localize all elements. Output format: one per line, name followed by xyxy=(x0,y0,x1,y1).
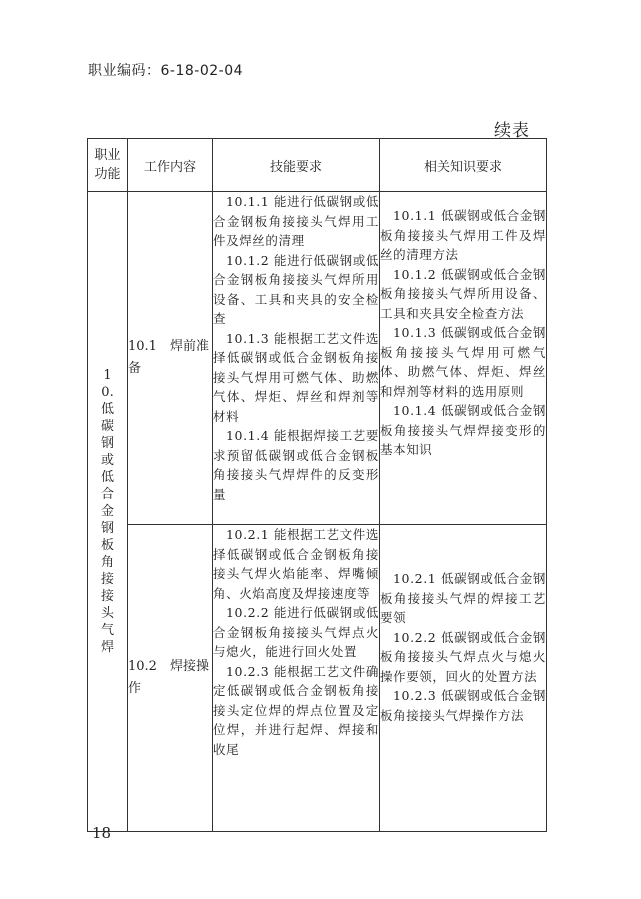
knowledge-item: 10.1.2 低碳钢或低合金钢板角接接头气焊所用设备、工具和夹具安全检查方法 xyxy=(380,266,546,321)
skill-cell xyxy=(213,192,380,525)
header-function-text: 职业功能 xyxy=(94,148,121,182)
skill-item: 10.1.1 能进行低碳钢或低合金钢板角接接头气焊用工件及焊丝的清理 xyxy=(213,194,379,248)
table-row xyxy=(88,192,547,525)
header-function xyxy=(88,139,128,192)
knowledge-item: 10.1.1 低碳钢或低合金钢板角接接头气焊用工件及焊丝的清理方法 xyxy=(380,208,546,262)
knowledge-item: 10.1.4 低碳钢或低合金钢板角接接头气焊焊接变形的基本知识 xyxy=(380,403,546,457)
occupational-standard-table xyxy=(87,138,547,832)
header-work-content: 工作内容 xyxy=(128,139,213,192)
function-label: 10. 低碳钢或低合金钢板角接接头气焊 xyxy=(100,368,114,655)
skill-item: 10.2.1 能根据工艺文件选择低碳钢或低合金钢板角接接头气焊火焰能率、焊嘴倾角、火焰高度及焊接速度等 xyxy=(213,527,379,601)
occupation-code: 职业编码：6-18-02-04 xyxy=(88,63,244,79)
skill-item: 10.1.4 能根据焊接工艺要求预留低碳钢或低合金钢板角接接头气焊焊件的反变形量 xyxy=(213,428,379,502)
skill-item: 10.1.3 能根据工艺文件选择低碳钢或低合金钢板角接接头气焊用可燃气体、助燃气体、焊炬、焊丝和焊剂等材料 xyxy=(213,330,379,424)
continued-label: 续表 xyxy=(494,121,530,141)
knowledge-item: 10.1.3 低碳钢或低合金钢板角接接头气焊用可燃气体、助燃气体、焊炬、焊丝和焊剂等材料的选用原则 xyxy=(380,325,546,399)
table-header-row xyxy=(88,139,547,192)
knowledge-item: 10.2.3 低碳钢或低合金钢板角接接头气焊操作方法 xyxy=(380,688,546,723)
function-cell xyxy=(88,192,128,832)
table-row xyxy=(88,525,547,832)
skill-item: 10.2.2 能进行低碳钢或低合金钢板角接接头气焊点火与熄火，能进行回火处置 xyxy=(213,605,379,659)
work-content-label: 10.2 焊接操作 xyxy=(128,659,209,696)
skill-cell xyxy=(213,525,380,832)
knowledge-cell xyxy=(380,192,547,525)
skill-item: 10.1.2 能进行低碳钢或低合金钢板角接接头气焊所用设备、工具和夹具的安全检查 xyxy=(213,252,379,326)
skill-item: 10.2.3 能根据工艺文件确定低碳钢或低合金钢板角接接头定位焊的焊点位置及定位焊，并进行起焊、焊接和收尾 xyxy=(213,663,379,757)
work-content-label: 10.1 焊前准备 xyxy=(128,339,209,376)
page-number: 18 xyxy=(92,824,112,842)
knowledge-cell xyxy=(380,525,547,832)
header-skill: 技能要求 xyxy=(213,139,380,192)
header-knowledge: 相关知识要求 xyxy=(380,139,547,192)
work-content-cell xyxy=(128,525,213,832)
knowledge-item: 10.2.2 低碳钢或低合金钢板角接接头气焊点火与熄火操作要领，回火的处置方法 xyxy=(380,629,546,684)
work-content-cell xyxy=(128,192,213,525)
knowledge-item: 10.2.1 低碳钢或低合金钢板角接接头气焊的焊接工艺要领 xyxy=(380,571,546,625)
